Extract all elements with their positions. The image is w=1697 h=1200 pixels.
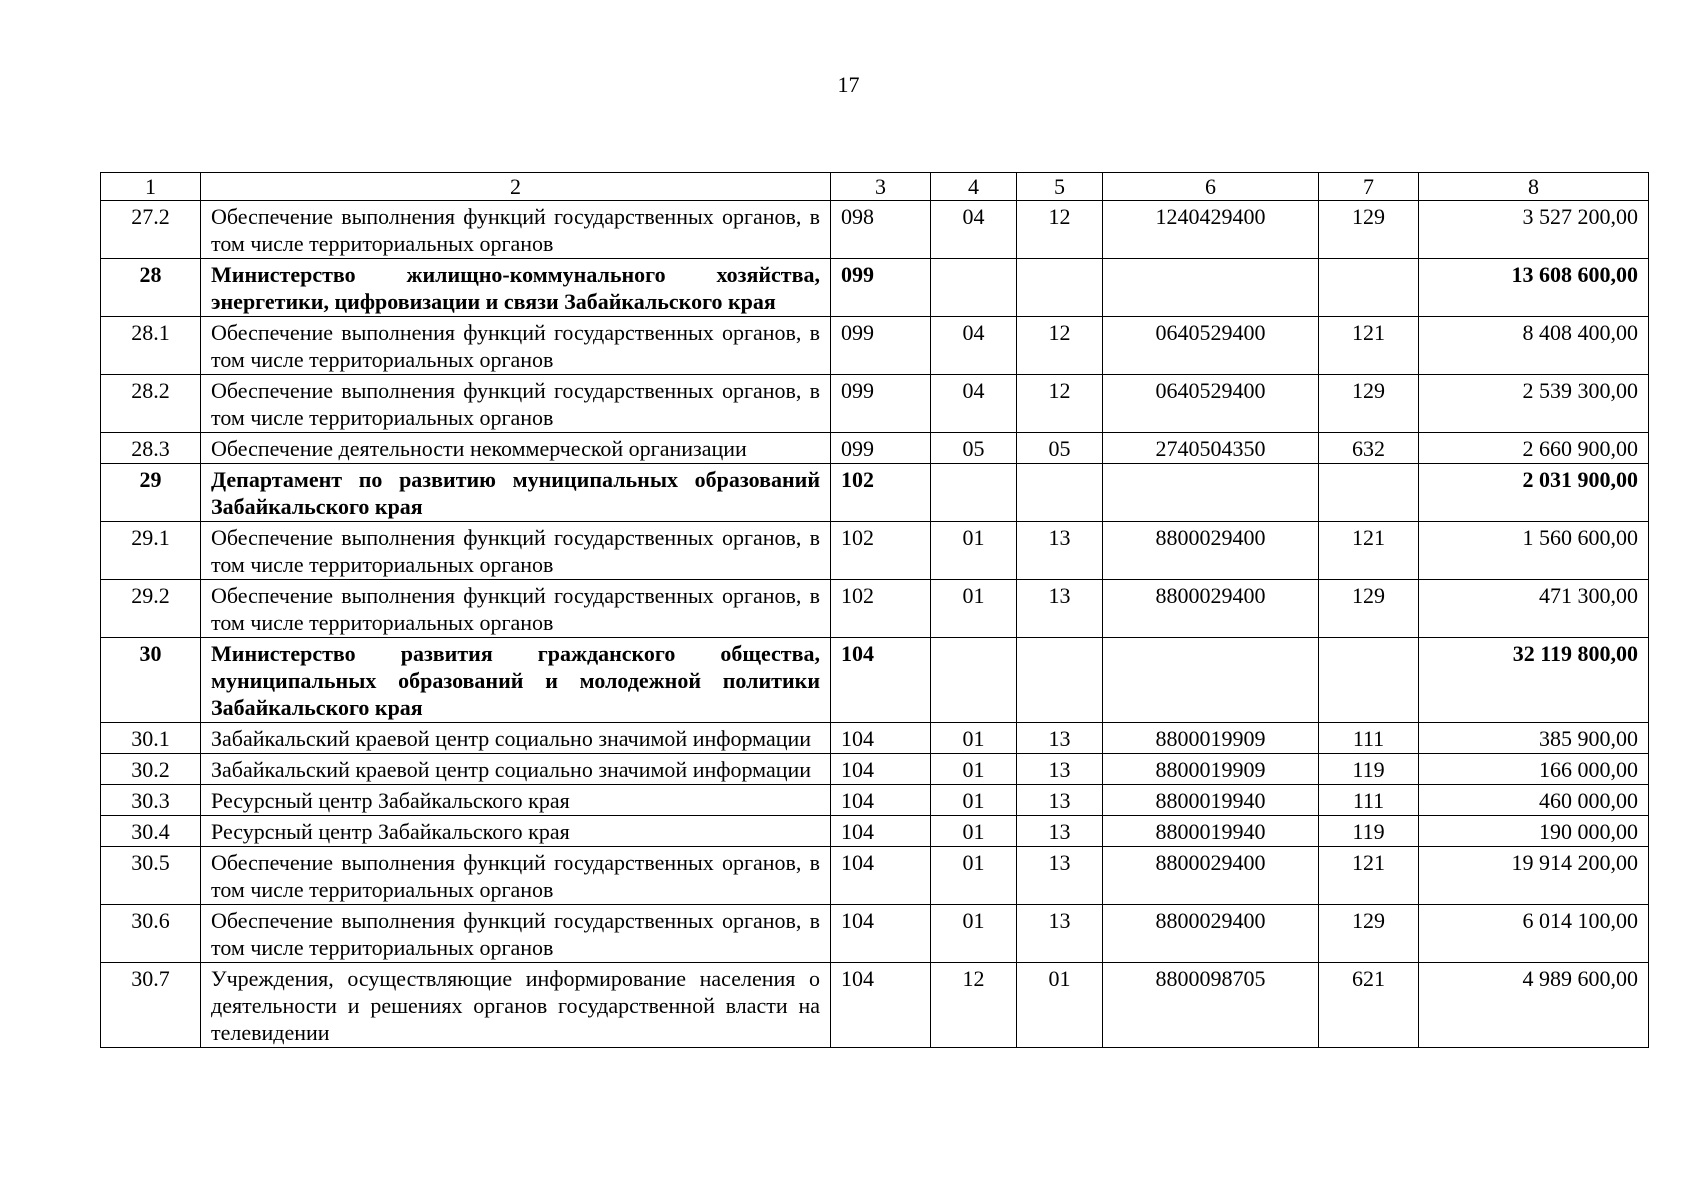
col6-code-cell: 8800029400 [1103,905,1319,963]
col5-code-cell: 13 [1017,847,1103,905]
col7-code-cell: 621 [1319,963,1419,1048]
row-name-cell: Забайкальский краевой центр социально значимой информации [201,754,831,785]
row-number-cell: 28.1 [101,317,201,375]
budget-table [100,172,1649,1048]
col3-code-cell: 102 [831,522,931,580]
col6-code-cell: 0640529400 [1103,317,1319,375]
column-header-7: 7 [1319,173,1419,201]
table-row [101,464,1649,522]
column-header-4: 4 [931,173,1017,201]
col6-code-cell: 0640529400 [1103,375,1319,433]
col5-code-cell: 05 [1017,433,1103,464]
row-number-cell: 30 [101,638,201,723]
col3-code-cell: 104 [831,847,931,905]
col4-code-cell [931,259,1017,317]
col5-code-cell: 13 [1017,723,1103,754]
table-row [101,433,1649,464]
amount-cell: 13 608 600,00 [1419,259,1649,317]
column-header-6: 6 [1103,173,1319,201]
amount-cell: 8 408 400,00 [1419,317,1649,375]
amount-cell: 1 560 600,00 [1419,522,1649,580]
col7-code-cell: 119 [1319,816,1419,847]
col6-code-cell: 8800029400 [1103,847,1319,905]
col6-code-cell: 8800019909 [1103,754,1319,785]
column-header-2: 2 [201,173,831,201]
column-header-8: 8 [1419,173,1649,201]
amount-cell: 19 914 200,00 [1419,847,1649,905]
col7-code-cell: 111 [1319,723,1419,754]
amount-cell: 190 000,00 [1419,816,1649,847]
row-number-cell: 30.7 [101,963,201,1048]
col3-code-cell: 099 [831,433,931,464]
col4-code-cell: 01 [931,816,1017,847]
row-number-cell: 30.1 [101,723,201,754]
col5-code-cell: 13 [1017,785,1103,816]
col5-code-cell [1017,464,1103,522]
table-body [101,201,1649,1048]
col5-code-cell: 01 [1017,963,1103,1048]
col6-code-cell [1103,259,1319,317]
table-row [101,201,1649,259]
row-name-cell: Забайкальский краевой центр социально значимой информации [201,723,831,754]
amount-cell: 3 527 200,00 [1419,201,1649,259]
col3-code-cell: 104 [831,905,931,963]
row-name-cell: Департамент по развитию муниципальных образований Забайкальского края [201,464,831,522]
col6-code-cell [1103,464,1319,522]
amount-cell: 4 989 600,00 [1419,963,1649,1048]
column-header-1: 1 [101,173,201,201]
row-number-cell: 27.2 [101,201,201,259]
col5-code-cell [1017,259,1103,317]
col4-code-cell: 01 [931,785,1017,816]
row-name-cell: Обеспечение выполнения функций государственных органов, в том числе территориальных органов [201,201,831,259]
col5-code-cell: 12 [1017,317,1103,375]
col7-code-cell: 121 [1319,847,1419,905]
amount-cell: 32 119 800,00 [1419,638,1649,723]
row-number-cell: 30.2 [101,754,201,785]
row-name-cell: Ресурсный центр Забайкальского края [201,816,831,847]
col6-code-cell: 8800029400 [1103,580,1319,638]
col3-code-cell: 102 [831,464,931,522]
table-row [101,785,1649,816]
row-name-cell: Обеспечение выполнения функций государственных органов, в том числе территориальных органов [201,375,831,433]
col3-code-cell: 104 [831,816,931,847]
row-name-cell: Ресурсный центр Забайкальского края [201,785,831,816]
row-number-cell: 29.1 [101,522,201,580]
table-row [101,905,1649,963]
table-row [101,847,1649,905]
col7-code-cell: 121 [1319,522,1419,580]
col4-code-cell: 01 [931,723,1017,754]
row-name-cell: Обеспечение выполнения функций государственных органов, в том числе территориальных органов [201,317,831,375]
table-row [101,522,1649,580]
page-number: 17 [837,72,860,97]
col7-code-cell: 111 [1319,785,1419,816]
table-row [101,723,1649,754]
col3-code-cell: 104 [831,754,931,785]
col4-code-cell: 01 [931,522,1017,580]
col4-code-cell: 01 [931,580,1017,638]
table-row [101,754,1649,785]
col6-code-cell: 2740504350 [1103,433,1319,464]
col4-code-cell: 04 [931,317,1017,375]
row-number-cell: 28.3 [101,433,201,464]
row-number-cell: 30.5 [101,847,201,905]
col7-code-cell [1319,464,1419,522]
table-row [101,638,1649,723]
col6-code-cell: 8800098705 [1103,963,1319,1048]
col6-code-cell: 8800029400 [1103,522,1319,580]
col4-code-cell: 01 [931,754,1017,785]
col7-code-cell: 129 [1319,905,1419,963]
col7-code-cell: 121 [1319,317,1419,375]
col5-code-cell: 12 [1017,201,1103,259]
col6-code-cell: 8800019940 [1103,816,1319,847]
col7-code-cell [1319,638,1419,723]
col5-code-cell: 13 [1017,816,1103,847]
table-header-row [101,173,1649,201]
amount-cell: 2 660 900,00 [1419,433,1649,464]
row-name-cell: Обеспечение выполнения функций государственных органов, в том числе территориальных органов [201,580,831,638]
row-number-cell: 30.4 [101,816,201,847]
row-number-cell: 30.6 [101,905,201,963]
amount-cell: 471 300,00 [1419,580,1649,638]
col7-code-cell [1319,259,1419,317]
col5-code-cell: 13 [1017,580,1103,638]
col4-code-cell: 04 [931,201,1017,259]
col3-code-cell: 102 [831,580,931,638]
col4-code-cell [931,464,1017,522]
table-row [101,259,1649,317]
col4-code-cell: 05 [931,433,1017,464]
col6-code-cell: 8800019909 [1103,723,1319,754]
amount-cell: 2 031 900,00 [1419,464,1649,522]
col5-code-cell: 13 [1017,754,1103,785]
row-number-cell: 30.3 [101,785,201,816]
table-row [101,963,1649,1048]
col6-code-cell: 8800019940 [1103,785,1319,816]
col7-code-cell: 119 [1319,754,1419,785]
col5-code-cell: 13 [1017,522,1103,580]
column-header-5: 5 [1017,173,1103,201]
col3-code-cell: 099 [831,317,931,375]
col3-code-cell: 104 [831,785,931,816]
col3-code-cell: 099 [831,375,931,433]
row-name-cell: Обеспечение выполнения функций государственных органов, в том числе территориальных органов [201,522,831,580]
table-row [101,580,1649,638]
column-header-3: 3 [831,173,931,201]
row-number-cell: 28.2 [101,375,201,433]
col3-code-cell: 104 [831,723,931,754]
row-number-cell: 29 [101,464,201,522]
table-row [101,375,1649,433]
row-name-cell: Обеспечение деятельности некоммерческой организации [201,433,831,464]
col7-code-cell: 129 [1319,375,1419,433]
col7-code-cell: 632 [1319,433,1419,464]
table-row [101,317,1649,375]
row-number-cell: 28 [101,259,201,317]
row-name-cell: Обеспечение выполнения функций государственных органов, в том числе территориальных органов [201,905,831,963]
col4-code-cell: 01 [931,905,1017,963]
row-number-cell: 29.2 [101,580,201,638]
row-name-cell: Министерство развития гражданского общества, муниципальных образований и молодежной политики Забайкальского края [201,638,831,723]
col4-code-cell: 04 [931,375,1017,433]
col6-code-cell: 1240429400 [1103,201,1319,259]
col3-code-cell: 098 [831,201,931,259]
amount-cell: 6 014 100,00 [1419,905,1649,963]
table-row [101,816,1649,847]
col4-code-cell [931,638,1017,723]
col5-code-cell [1017,638,1103,723]
row-name-cell: Обеспечение выполнения функций государственных органов, в том числе территориальных органов [201,847,831,905]
row-name-cell: Министерство жилищно-коммунального хозяйства, энергетики, цифровизации и связи Забайкальского края [201,259,831,317]
col5-code-cell: 13 [1017,905,1103,963]
col5-code-cell: 12 [1017,375,1103,433]
col3-code-cell: 104 [831,963,931,1048]
col4-code-cell: 01 [931,847,1017,905]
row-name-cell: Учреждения, осуществляющие информирование населения о деятельности и решениях органов государственной власти на телевидении [201,963,831,1048]
col3-code-cell: 104 [831,638,931,723]
col7-code-cell: 129 [1319,201,1419,259]
amount-cell: 166 000,00 [1419,754,1649,785]
col6-code-cell [1103,638,1319,723]
col4-code-cell: 12 [931,963,1017,1048]
amount-cell: 460 000,00 [1419,785,1649,816]
col7-code-cell: 129 [1319,580,1419,638]
amount-cell: 2 539 300,00 [1419,375,1649,433]
col3-code-cell: 099 [831,259,931,317]
amount-cell: 385 900,00 [1419,723,1649,754]
